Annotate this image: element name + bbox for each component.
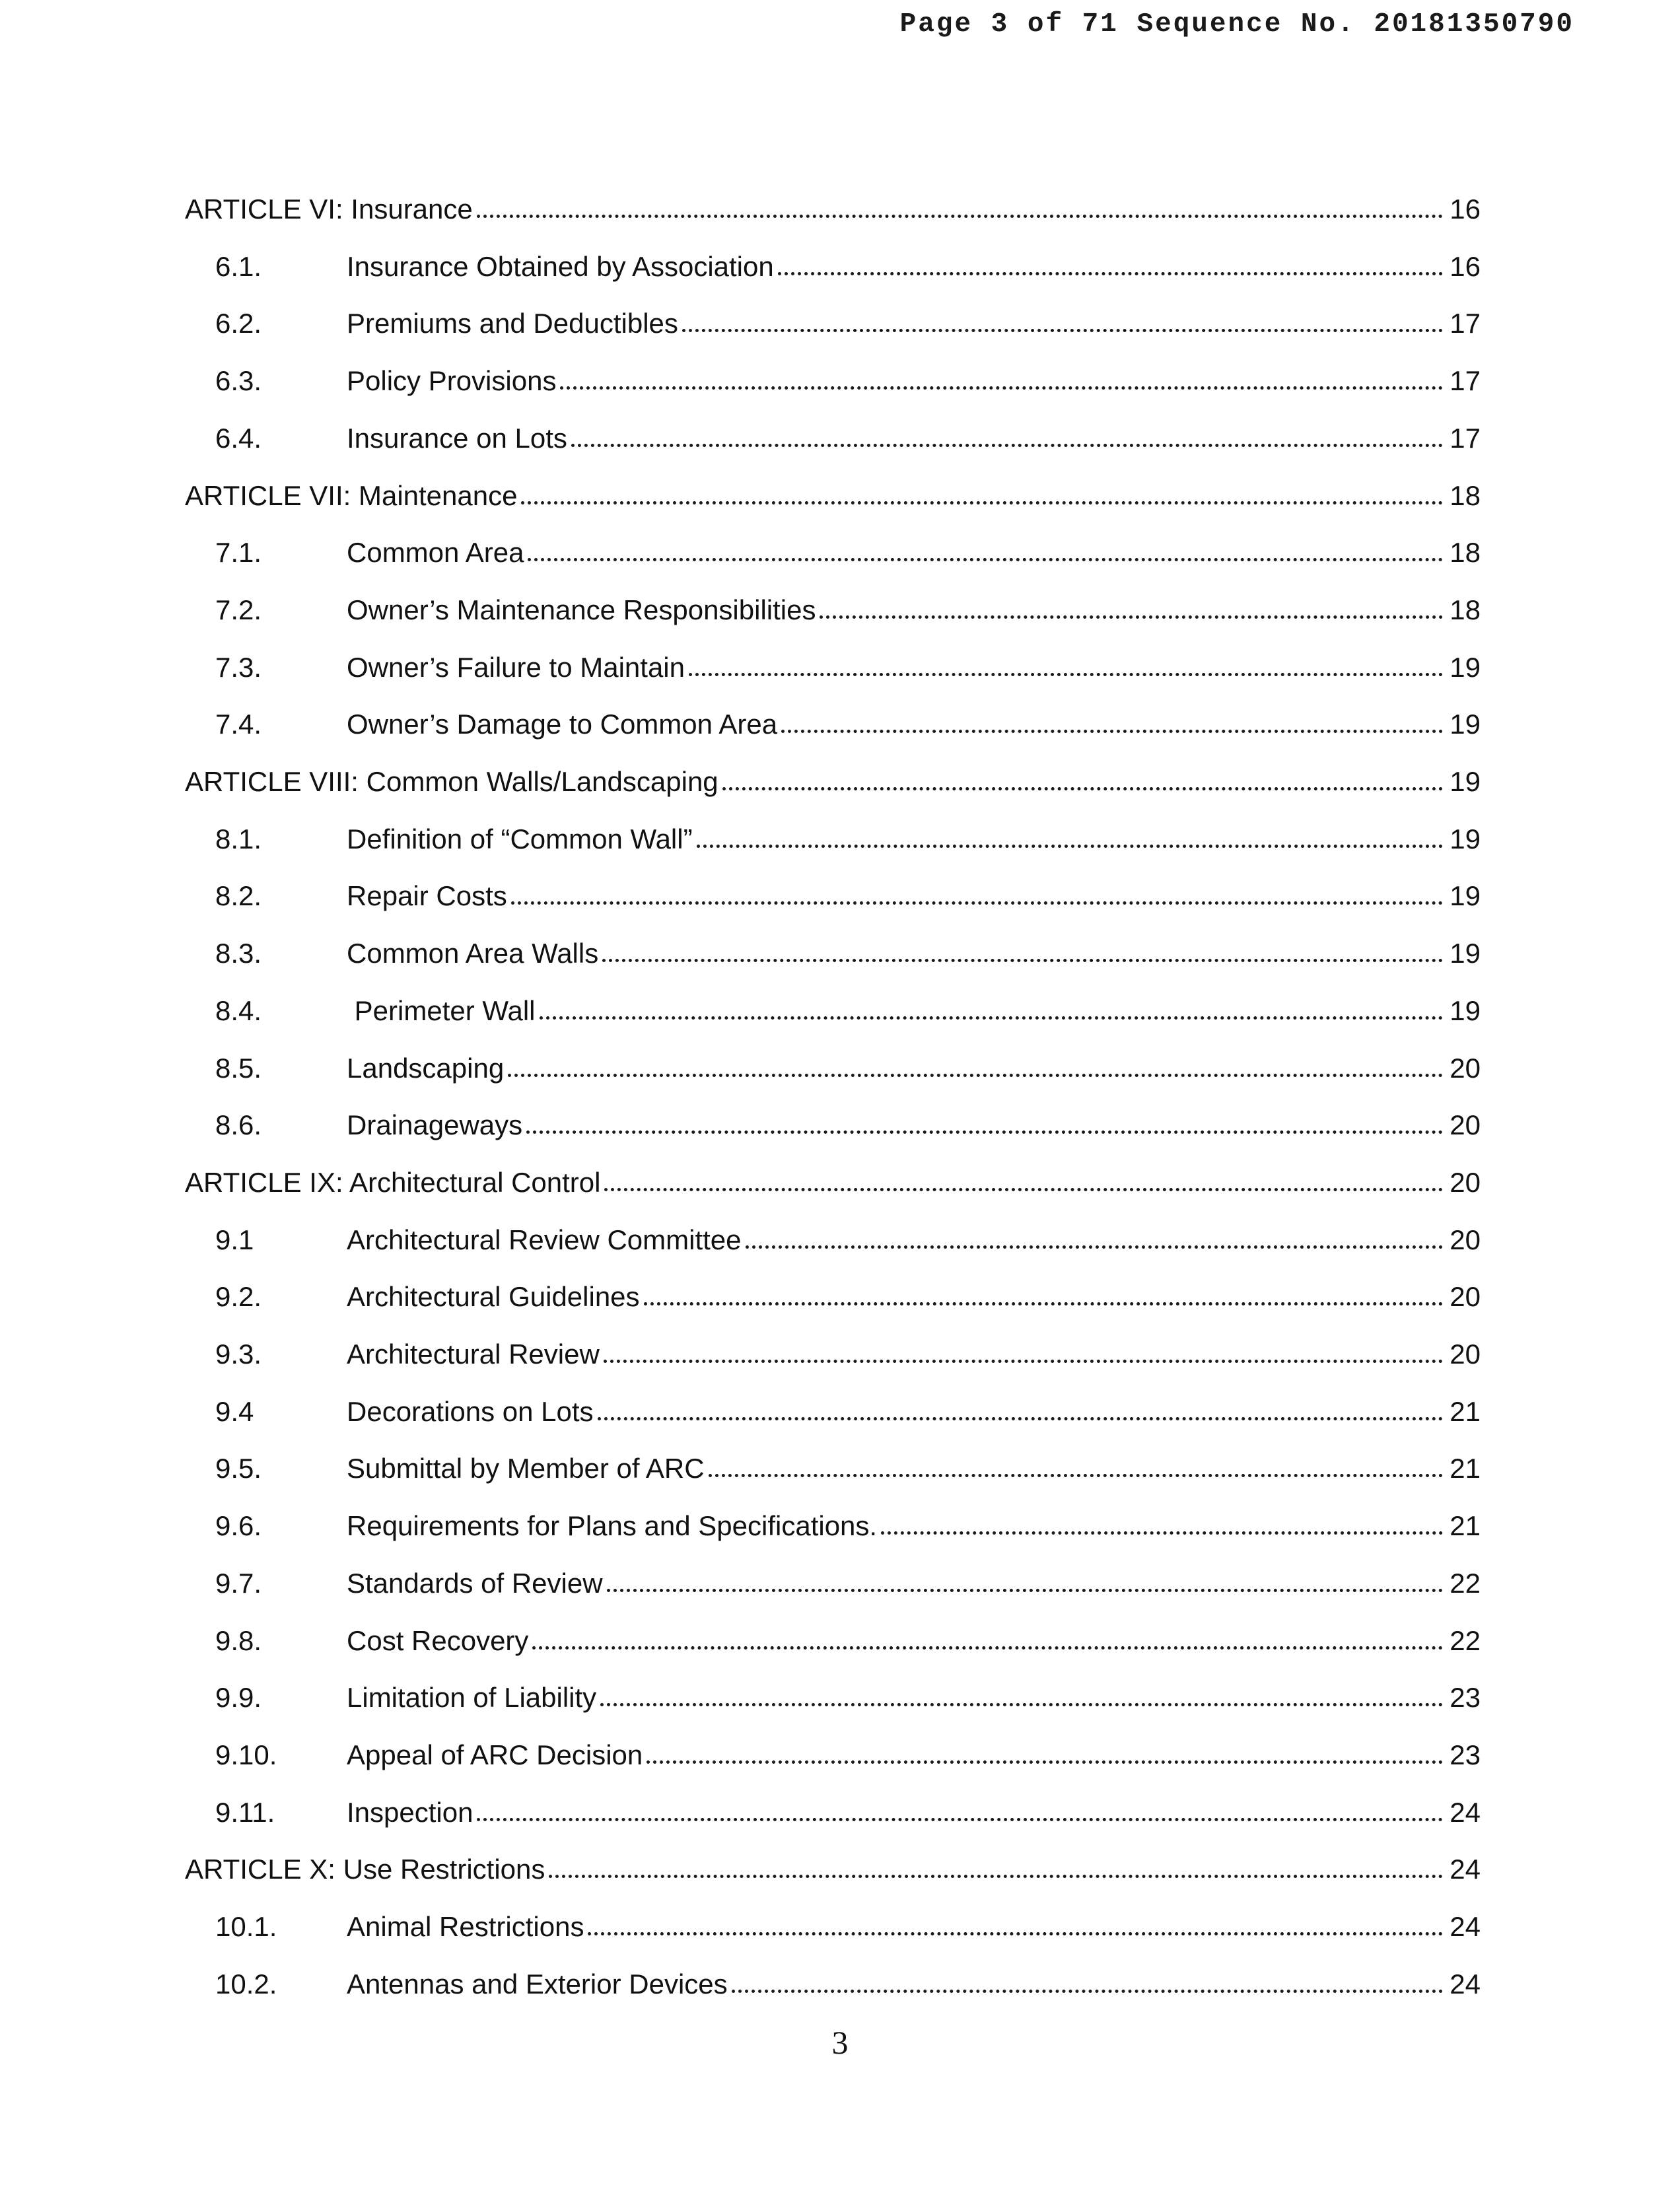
toc-section-number: 9.4 bbox=[215, 1395, 254, 1427]
toc-section-number: 9.6. bbox=[215, 1510, 262, 1542]
toc-section-title: Antennas and Exterior Devices bbox=[347, 1968, 728, 2000]
toc-section-row bbox=[185, 1443, 1481, 1482]
toc-section-number: 9.5. bbox=[215, 1453, 262, 1484]
dot-leader bbox=[697, 845, 1444, 848]
toc-section-title: Architectural Review Committee bbox=[347, 1224, 742, 1255]
toc-section-row bbox=[185, 1615, 1481, 1655]
toc-section-title: Standards of Review bbox=[347, 1567, 603, 1599]
dot-leader bbox=[722, 787, 1444, 790]
toc-section-title: Architectural Review bbox=[347, 1339, 600, 1370]
toc-page-number: 24 bbox=[1450, 1796, 1481, 1828]
toc-section-title: Definition of “Common Wall” bbox=[347, 823, 693, 854]
toc-section-number: 6.2. bbox=[215, 308, 262, 339]
dot-leader bbox=[709, 1474, 1444, 1477]
toc-section-row bbox=[185, 1214, 1481, 1254]
toc-section-row bbox=[185, 355, 1481, 395]
toc-section-row bbox=[185, 642, 1481, 681]
toc-article-title: ARTICLE X: Use Restrictions bbox=[185, 1854, 545, 1885]
toc-section-title: Cost Recovery bbox=[347, 1624, 529, 1656]
toc-section-number: 8.3. bbox=[215, 938, 262, 969]
toc-section-row bbox=[185, 1959, 1481, 1998]
toc-page-number: 16 bbox=[1450, 193, 1481, 225]
toc-article-title: ARTICLE VI: Insurance bbox=[185, 193, 473, 225]
toc-section-number: 8.2. bbox=[215, 880, 262, 912]
toc-section-title: Repair Costs bbox=[347, 880, 507, 912]
dot-leader bbox=[689, 673, 1443, 676]
toc-article-row bbox=[185, 1157, 1481, 1197]
toc-section-number: 7.3. bbox=[215, 651, 262, 683]
dot-leader bbox=[682, 329, 1443, 332]
toc-section-title: Premiums and Deductibles bbox=[347, 308, 678, 339]
toc-section-number: 8.5. bbox=[215, 1052, 262, 1084]
dot-leader bbox=[820, 615, 1443, 619]
toc-section-row bbox=[185, 413, 1481, 452]
toc-section-title: Owner’s Failure to Maintain bbox=[347, 651, 685, 683]
toc-section-row bbox=[185, 870, 1481, 910]
toc-page-number: 19 bbox=[1450, 709, 1481, 740]
dot-leader bbox=[508, 1074, 1443, 1077]
dot-leader bbox=[532, 1646, 1443, 1650]
toc-section-title: Decorations on Lots bbox=[347, 1395, 594, 1427]
dot-leader bbox=[528, 558, 1443, 561]
toc-section-number: 9.1 bbox=[215, 1224, 254, 1255]
toc-page-number: 21 bbox=[1450, 1453, 1481, 1484]
toc-page-number: 18 bbox=[1450, 594, 1481, 625]
toc-section-number: 7.4. bbox=[215, 709, 262, 740]
dot-leader bbox=[778, 272, 1444, 275]
toc-section-number: 10.2. bbox=[215, 1968, 277, 2000]
page-number: 3 bbox=[831, 2024, 849, 2061]
toc-section-number: 7.1. bbox=[215, 537, 262, 569]
toc-section-row bbox=[185, 1099, 1481, 1139]
toc-page-number: 24 bbox=[1450, 1968, 1481, 2000]
toc-section-title: Insurance Obtained by Association bbox=[347, 250, 774, 282]
toc-section-title: Requirements for Plans and Specifications. bbox=[347, 1510, 878, 1542]
toc-section-title: Common Area bbox=[347, 537, 524, 569]
toc-section-number: 9.11. bbox=[215, 1796, 275, 1828]
toc-section-title: Owner’s Maintenance Responsibilities bbox=[347, 594, 816, 625]
dot-leader bbox=[477, 1818, 1443, 1821]
toc-section-title: Submittal by Member of ARC bbox=[347, 1453, 705, 1484]
toc-section-number: 9.7. bbox=[215, 1567, 262, 1599]
toc-section-number: 6.3. bbox=[215, 365, 262, 397]
toc-section-row bbox=[185, 1672, 1481, 1712]
toc-section-row bbox=[185, 1558, 1481, 1597]
toc-section-row bbox=[185, 985, 1481, 1025]
toc-section-number: 6.1. bbox=[215, 250, 262, 282]
toc-page-number: 18 bbox=[1450, 537, 1481, 569]
dot-leader bbox=[602, 959, 1443, 962]
dot-leader bbox=[607, 1589, 1444, 1592]
document-header: Page 3 of 71 Sequence No. 20181350790 bbox=[899, 9, 1574, 40]
toc-article-row bbox=[185, 756, 1481, 796]
toc-section-row bbox=[185, 584, 1481, 624]
dot-leader bbox=[781, 730, 1443, 733]
toc-page-number: 20 bbox=[1450, 1109, 1481, 1141]
toc-page-number: 21 bbox=[1450, 1395, 1481, 1427]
toc-section-number: 9.10. bbox=[215, 1739, 277, 1770]
dot-leader bbox=[549, 1875, 1443, 1878]
toc-section-title: Appeal of ARC Decision bbox=[347, 1739, 643, 1770]
toc-section-title: Animal Restrictions bbox=[347, 1911, 584, 1942]
dot-leader bbox=[540, 1016, 1444, 1020]
toc-section-row bbox=[185, 1329, 1481, 1368]
dot-leader bbox=[477, 215, 1444, 218]
toc-page-number: 22 bbox=[1450, 1567, 1481, 1599]
dot-leader bbox=[521, 501, 1443, 504]
toc-section-number: 10.1. bbox=[215, 1911, 277, 1942]
dot-leader bbox=[526, 1130, 1443, 1134]
toc-section-row bbox=[185, 1271, 1481, 1311]
dot-leader bbox=[644, 1302, 1444, 1305]
toc-section-number: 8.4. bbox=[215, 994, 262, 1026]
toc-section-number: 8.1. bbox=[215, 823, 262, 854]
toc-section-number: 6.4. bbox=[215, 422, 262, 454]
dot-leader bbox=[881, 1531, 1443, 1535]
toc-page-number: 24 bbox=[1450, 1911, 1481, 1942]
toc-page-number: 19 bbox=[1450, 766, 1481, 797]
dot-leader bbox=[732, 1990, 1444, 1993]
dot-leader bbox=[588, 1932, 1443, 1935]
dot-leader bbox=[571, 444, 1443, 447]
dot-leader bbox=[604, 1188, 1443, 1191]
toc-section-title: Landscaping bbox=[347, 1052, 505, 1084]
toc-section-row bbox=[185, 1386, 1481, 1426]
dot-leader bbox=[511, 901, 1444, 905]
toc-section-title: Insurance on Lots bbox=[347, 422, 567, 454]
toc-section-row bbox=[185, 928, 1481, 967]
toc-article-title: ARTICLE VII: Maintenance bbox=[185, 479, 518, 511]
toc-section-title: Drainageways bbox=[347, 1109, 523, 1141]
toc-section-row bbox=[185, 699, 1481, 738]
toc-section-title: Common Area Walls bbox=[347, 938, 599, 969]
toc-page-number: 19 bbox=[1450, 938, 1481, 969]
dot-leader bbox=[746, 1245, 1444, 1249]
toc-page-number: 20 bbox=[1450, 1166, 1481, 1198]
toc-article-title: ARTICLE VIII: Common Walls/Landscaping bbox=[185, 766, 718, 797]
toc-page-number: 16 bbox=[1450, 250, 1481, 282]
toc-section-title: Policy Provisions bbox=[347, 365, 557, 397]
toc-section-row bbox=[185, 1901, 1481, 1941]
toc-section-number: 9.8. bbox=[215, 1624, 262, 1656]
toc-section-title: Architectural Guidelines bbox=[347, 1281, 640, 1313]
toc-section-title: Owner’s Damage to Common Area bbox=[347, 709, 778, 740]
toc-section-number: 8.6. bbox=[215, 1109, 262, 1141]
dot-leader bbox=[560, 386, 1443, 390]
toc-article-title: ARTICLE IX: Architectural Control bbox=[185, 1166, 601, 1198]
toc-section-title: Perimeter Wall bbox=[347, 994, 536, 1026]
toc-page-number: 24 bbox=[1450, 1854, 1481, 1885]
toc-section-title: Inspection bbox=[347, 1796, 473, 1828]
toc-page-number: 19 bbox=[1450, 880, 1481, 912]
toc-section-row bbox=[185, 1043, 1481, 1082]
dot-leader bbox=[604, 1360, 1443, 1363]
toc-section-number: 9.3. bbox=[215, 1339, 262, 1370]
toc-section-row bbox=[185, 1787, 1481, 1826]
toc-page-number: 20 bbox=[1450, 1281, 1481, 1313]
toc-page-number: 19 bbox=[1450, 651, 1481, 683]
toc-page-number: 17 bbox=[1450, 365, 1481, 397]
toc-page-number: 20 bbox=[1450, 1224, 1481, 1255]
toc-section-row bbox=[185, 241, 1481, 281]
toc-page-number: 20 bbox=[1450, 1339, 1481, 1370]
toc-article-row bbox=[185, 1844, 1481, 1883]
toc-section-row bbox=[185, 1729, 1481, 1769]
toc-page-number: 23 bbox=[1450, 1739, 1481, 1770]
dot-leader bbox=[598, 1417, 1444, 1420]
toc-section-row bbox=[185, 814, 1481, 853]
toc-section-number: 9.9. bbox=[215, 1682, 262, 1714]
toc-section-title: Limitation of Liability bbox=[347, 1682, 597, 1714]
toc-page-number: 21 bbox=[1450, 1510, 1481, 1542]
toc-page-number: 20 bbox=[1450, 1052, 1481, 1084]
toc-article-row bbox=[185, 184, 1481, 223]
toc-article-row bbox=[185, 470, 1481, 510]
toc-section-row bbox=[185, 1500, 1481, 1540]
toc-section-row bbox=[185, 298, 1481, 337]
toc-page-number: 18 bbox=[1450, 479, 1481, 511]
toc-section-number: 7.2. bbox=[215, 594, 262, 625]
toc-page-number: 22 bbox=[1450, 1624, 1481, 1656]
toc-page-number: 19 bbox=[1450, 823, 1481, 854]
toc-page-number: 23 bbox=[1450, 1682, 1481, 1714]
toc-section-number: 9.2. bbox=[215, 1281, 262, 1313]
toc-page-number: 17 bbox=[1450, 308, 1481, 339]
dot-leader bbox=[647, 1760, 1443, 1764]
toc-section-row bbox=[185, 527, 1481, 567]
toc-page-number: 19 bbox=[1450, 994, 1481, 1026]
toc-page-number: 17 bbox=[1450, 422, 1481, 454]
dot-leader bbox=[600, 1703, 1443, 1706]
